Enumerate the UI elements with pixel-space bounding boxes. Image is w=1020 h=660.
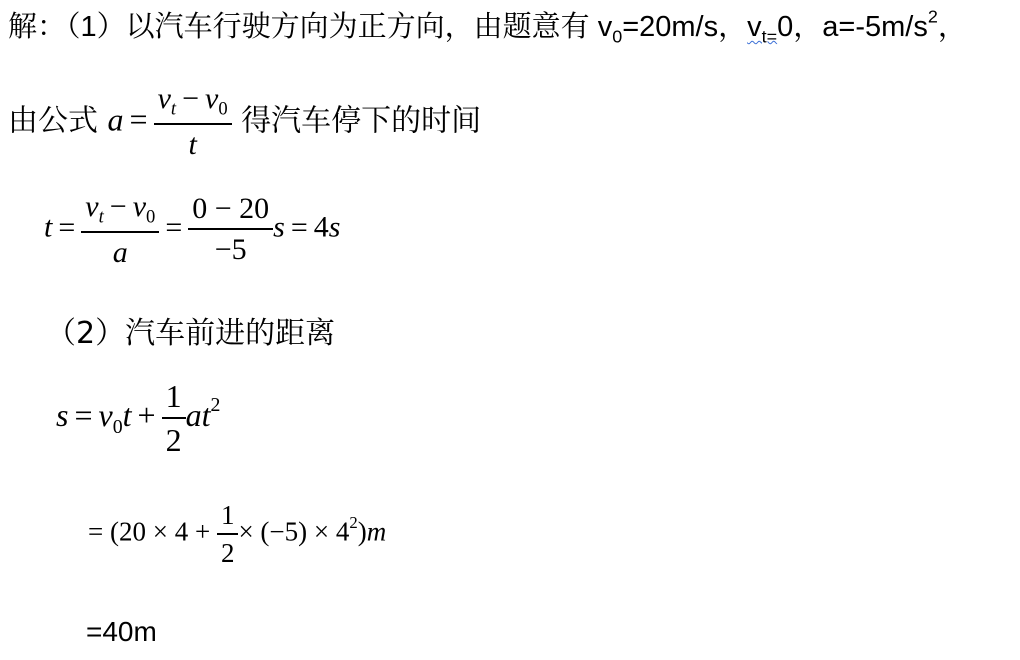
v0-symbol: v <box>98 396 113 433</box>
displacement-result: =40m <box>86 616 157 647</box>
numeric-fraction <box>188 192 273 267</box>
v0-subscript: 0 <box>218 98 228 120</box>
displacement-formula-line <box>56 378 220 459</box>
fraction-denominator: a <box>112 235 128 269</box>
intro-text: 解：（1）以汽车行驶方向为正方向，由题意有 <box>8 11 598 43</box>
acceleration-formula-fraction <box>154 82 232 162</box>
time-result-unit: s <box>328 210 341 244</box>
vt-subscript: t= <box>761 26 778 47</box>
fraction-bar <box>81 231 159 233</box>
fraction-numerator: 1 <box>165 378 182 414</box>
v0-subscript: 0 <box>146 206 156 228</box>
minus-sign: − <box>109 190 127 223</box>
equals-sign: = <box>165 210 183 244</box>
v0-subscript: 0 <box>112 415 123 438</box>
fraction-numerator <box>81 190 159 229</box>
time-symbol: t <box>122 396 132 433</box>
problem-statement-line <box>8 4 967 47</box>
meter-unit: m <box>366 516 387 547</box>
minus-sign: − <box>182 82 200 115</box>
equals-sign: = <box>74 396 93 433</box>
vt-symbol: v <box>157 82 171 115</box>
part2-heading: （2）汽车前进的距离 <box>46 316 336 351</box>
v0-symbol: v <box>205 82 219 115</box>
acceleration-exponent: 2 <box>927 6 938 27</box>
time-result-value: 4 <box>313 210 329 244</box>
vt-term <box>747 11 778 47</box>
fraction-denominator: 2 <box>165 422 182 458</box>
displacement-symbol: s <box>56 396 69 433</box>
vt-symbol: v <box>747 11 762 43</box>
plus-sign: + <box>137 396 156 433</box>
substitution-close: ) <box>357 516 367 547</box>
v0-subscript: 0 <box>612 26 623 47</box>
fraction-bar <box>154 123 232 125</box>
fraction-numerator <box>154 82 232 121</box>
vt-subscript: t <box>98 206 104 228</box>
half-fraction <box>217 500 239 569</box>
fraction-bar <box>188 228 273 230</box>
vt-symbol: v <box>85 190 99 223</box>
time-symbol: t <box>44 210 53 244</box>
formula-suffix: 得汽车停下的时间 <box>241 103 482 139</box>
formula-prefix: 由公式 <box>8 103 98 139</box>
fraction-numerator: 0 − 20 <box>192 192 270 226</box>
fraction-bar <box>162 417 186 419</box>
time-calculation-line <box>44 190 340 270</box>
v0-symbol: v <box>132 190 147 223</box>
fraction-numerator: 1 <box>220 500 235 530</box>
substitution-open: = (20 × 4 + <box>88 516 217 547</box>
formula-lhs: a <box>107 101 124 138</box>
time-formula-fraction <box>81 190 159 270</box>
fraction-denominator: −5 <box>214 233 247 267</box>
formula-intro-line <box>8 82 481 162</box>
v0-symbol: v <box>597 11 613 43</box>
equals-sign: = <box>58 210 76 244</box>
equals-sign: = <box>290 210 308 244</box>
half-fraction <box>162 378 186 459</box>
v0-value: =20m/s， <box>622 11 748 43</box>
time-exponent: 2 <box>210 393 221 416</box>
fraction-denominator: 2 <box>220 538 235 568</box>
seconds-unit: s <box>273 210 285 244</box>
displacement-substitution-line <box>88 500 386 569</box>
substitution-middle: × (−5) × 4 <box>238 516 350 547</box>
acceleration-value: a=-5m/s <box>822 11 928 43</box>
time-exponent: 2 <box>349 513 358 533</box>
equals-sign: = <box>129 101 148 138</box>
vt-value: 0， <box>777 11 823 43</box>
fraction-denominator: t <box>188 127 197 161</box>
acceleration-time-term: at <box>185 396 211 433</box>
fraction-bar <box>217 533 239 535</box>
line1-suffix: ， <box>937 11 967 43</box>
vt-subscript: t <box>170 98 177 120</box>
